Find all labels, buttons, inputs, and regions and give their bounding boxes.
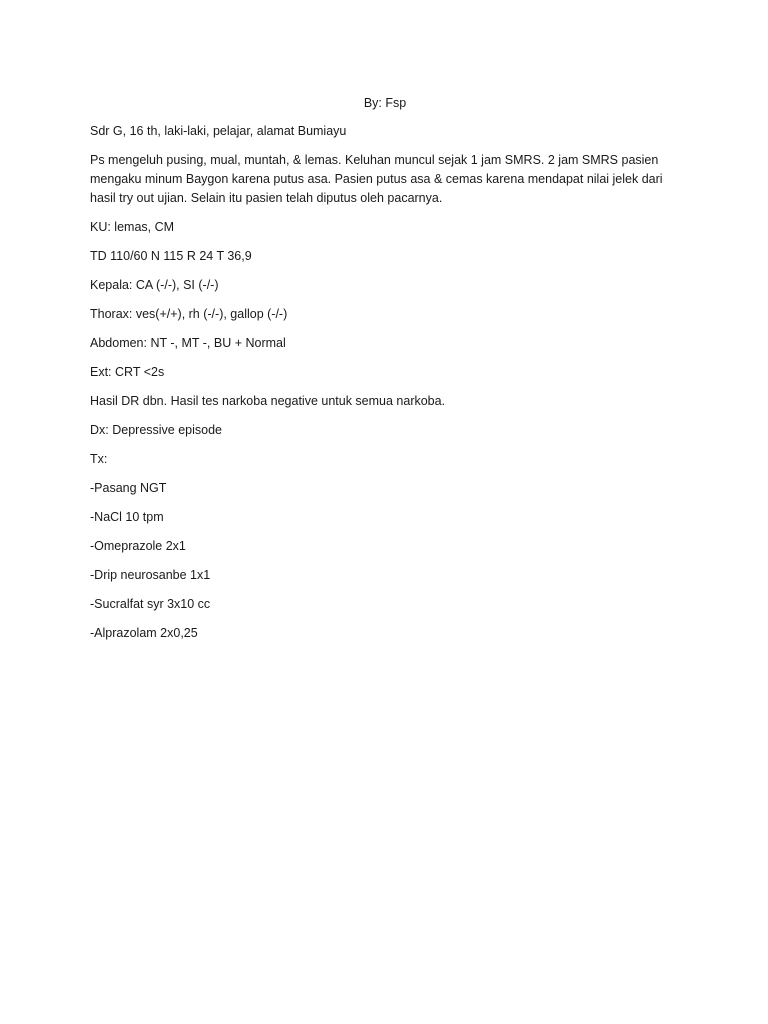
treatment-item: -NaCl 10 tpm — [90, 510, 164, 524]
treatment-item: -Sucralfat syr 3x10 cc — [90, 597, 211, 611]
treatment-label: Tx: — [90, 452, 108, 466]
head-exam: Kepala: CA (-/-), SI (-/-) — [90, 278, 219, 292]
treatment-item: -Alprazolam 2x0,25 — [90, 626, 198, 640]
vital-signs: TD 110/60 N 115 R 24 T 36,9 — [90, 249, 252, 263]
document-body — [90, 94, 680, 653]
general-condition: KU: lemas, CM — [90, 220, 175, 234]
treatment-item: -Omeprazole 2x1 — [90, 539, 186, 553]
thorax-exam: Thorax: ves(+/+), rh (-/-), gallop (-/-) — [90, 307, 288, 321]
history-paragraph: Ps mengeluh pusing, mual, muntah, & lemas. Keluhan muncul sejak 1 jam SMRS. 2 jam SMRS pasien mengaku minum Baygon karena putus asa. Pasien putus asa & cemas karena mendapat nilai jelek dari hasil try out ujian. Selain itu pasien telah diputus oleh pacarnya. — [90, 153, 663, 205]
treatment-item: -Pasang NGT — [90, 481, 167, 495]
author-line: By: Fsp — [363, 96, 407, 110]
treatment-item: -Drip neurosanbe 1x1 — [90, 568, 211, 582]
abdomen-exam: Abdomen: NT -, MT -, BU + Normal — [90, 336, 286, 350]
patient-identity: Sdr G, 16 th, laki-laki, pelajar, alamat Bumiayu — [90, 124, 347, 138]
lab-results: Hasil DR dbn. Hasil tes narkoba negative untuk semua narkoba. — [90, 394, 446, 408]
extremities-exam: Ext: CRT <2s — [90, 365, 165, 379]
diagnosis: Dx: Depressive episode — [90, 423, 223, 437]
